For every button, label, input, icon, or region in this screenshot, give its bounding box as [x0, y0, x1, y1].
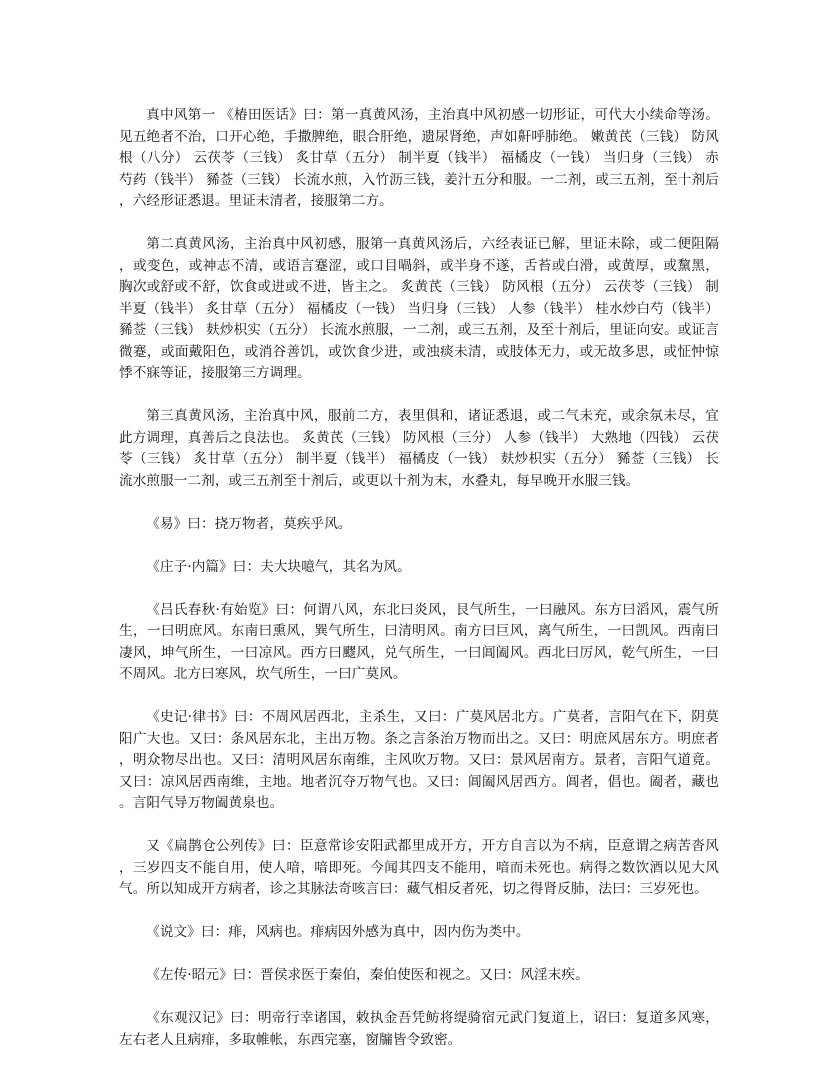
paragraph-true-yellow-wind-decoction-2: 第二真黄风汤，主治真中风初感，服第一真黄风汤后，六经表证已解，里证未除，或二便阻隔，或变色，或神志不清，或语言蹇涩，或口目喎斜，或半身不遂，舌苔或白滑，或黄厚，或黧黑，胸次或舒或不舒，饮食或进或不进，皆主之。 炙黄芪（三钱） 防风根（五分） 云茯苓（三钱） 制半夏（钱半） 炙甘草（五分） 福橘皮（一钱） 当归身（三钱） 人参（钱半） 桂水炒白芍（钱半） 豨莶（三钱） 麸炒枳实（五分） 长流水煎服，一二剂，或三五剂，及至十剂后，里证向安。或证言微蹇，或面戴阳色，或消谷善饥，或饮食少进，或浊痰未清，或肢体无力，或无故多思，或怔忡惊悸不寐等证，接服第三方调理。	[119, 236, 719, 381]
paragraph-zhuangzi-quote: 《庄子·内篇》曰：夫大块噫气，其名为风。	[146, 558, 411, 575]
paragraph-dongguan-hanji-quote: 《东观汉记》曰：明帝行幸诸国，敕执金吾凭鲂将缇骑宿元武门复道上，诏曰：复道多风寒，左右老人且病痱，多取帷帐，东西完塞，窗牖皆令致密。	[119, 1010, 719, 1048]
document-body	[119, 105, 719, 1073]
paragraph-shuowen-quote: 《说文》曰：痱，风病也。痱病因外感为真中，因内伤为类中。	[146, 924, 530, 940]
paragraph-yi-quote: 《易》曰：挠万物者，莫疾乎风。	[146, 515, 352, 532]
paragraph-lushi-chunqiu-quote: 《吕氏春秋·有始览》曰：何谓八风，东北曰炎风，艮气所生，一曰融风。东方曰滔风，震气所生，一曰明庶风。东南曰熏风，巽气所生，曰清明风。南方曰巨风，离气所生，一曰凯风。西南曰凄风，坤气所生，一曰凉风。西方曰飂风，兑气所生，一曰阊阖风。西北曰厉风，乾气所生，一曰不周风。北方曰寒风，坎气所生，一曰广莫风。	[119, 601, 719, 682]
paragraph-zuozhuan-quote: 《左传·昭元》曰：晋侯求医于秦伯，秦伯使医和视之。又曰：风淫末疾。	[146, 967, 589, 983]
paragraph-true-yellow-wind-decoction-1: 真中风第一 《椿田医话》曰：第一真黄风汤，主治真中风初感一切形证，可代大小续命等汤。见五绝者不治，口开心绝，手撒脾绝，眼合肝绝，遗尿肾绝，声如鼾呼肺绝。 嫩黄芪（三钱） 防风根（八分） 云茯苓（三钱） 炙甘草（五分） 制半夏（钱半） 福橘皮（一钱） 当归身（三钱） 赤芍药（钱半） 豨莶（三钱） 长流水煎，入竹沥三钱，姜汁五分和服。一二剂，或三五剂，至十剂后，六经形证悉退。里证未清者，接服第二方。	[119, 107, 719, 209]
paragraph-true-yellow-wind-decoction-3: 第三真黄风汤，主治真中风，服前二方，表里俱和，诸证悉退，或二气未充，或余氛未尽，宜此方调理，真善后之良法也。 炙黄芪（三钱） 防风根（三分） 人参（钱半） 大熟地（四钱） 云茯苓（三钱） 炙甘草（五分） 制半夏（钱半） 福橘皮（一钱） 麸炒枳实（五分） 豨莶（三钱） 长流水煎服一二剂，或三五剂至十剂后，或更以十剂为末，水叠丸，每早晚开水服三钱。	[119, 408, 719, 489]
paragraph-bianque-canggong-quote: 又《扁鹊仓公列传》曰：臣意常诊安阳武都里成开方，开方自言以为不病，臣意谓之病苦沓风，三岁四支不能自用，使人喑，喑即死。今闻其四支不能用，喑而未死也。病得之数饮酒以见大风气。所以知成开方病者，诊之其脉法奇咳言曰：藏气相反者死，切之得肾反肺，法曰：三岁死也。	[119, 838, 719, 897]
paragraph-shiji-lvshu-quote: 《史记·律书》曰：不周风居西北，主杀生，又曰：广莫风居北方。广莫者，言阳气在下，阴莫阳广大也。又曰：条风居东北，主出万物。条之言条治万物而出之。又曰：明庶风居东方。明庶者，明众物尽出也。又曰：清明风居东南维，主风吹万物。又曰：景风居南方。景者，言阳气道竟。又曰：凉风居西南维，主地。地者沉夺万物气也。又曰：阊阖风居西方。阊者，倡也。阖者，藏也。言阳气导万物阖黄泉也。	[119, 709, 719, 811]
